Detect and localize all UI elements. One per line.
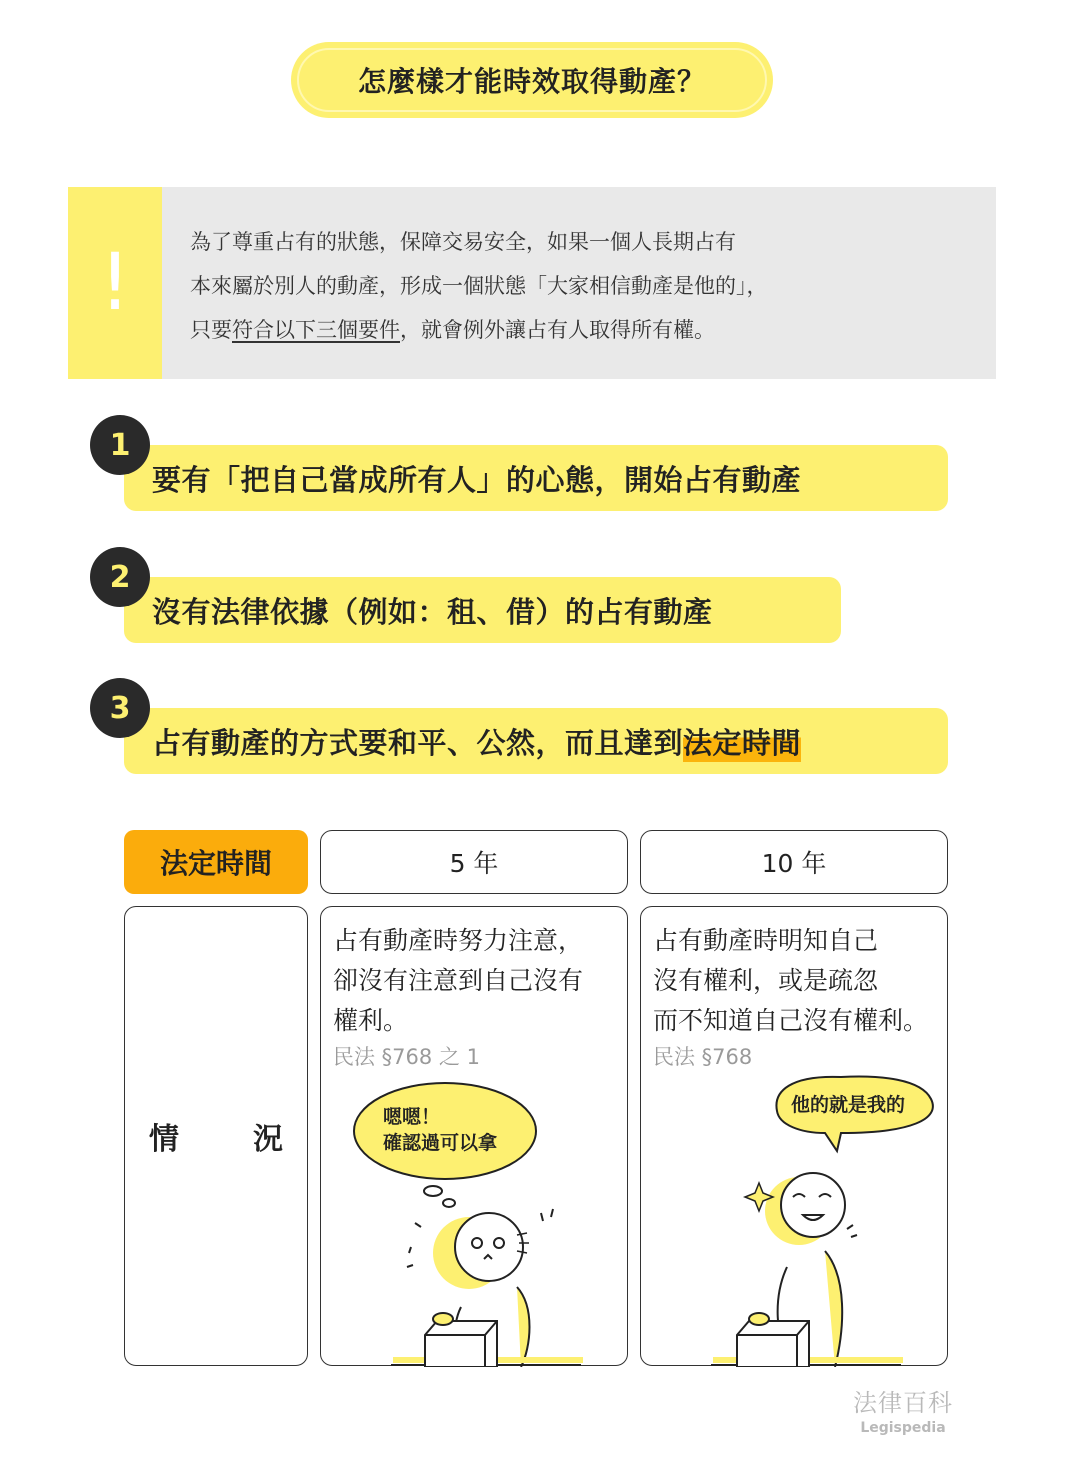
table-header-10-years: 10 年 [640, 830, 948, 894]
notice-line-2: 本來屬於別人的動產，形成一個狀態「大家相信動產是他的」， [190, 274, 768, 298]
table-header-5-years: 5 年 [320, 830, 628, 894]
brand-zh: 法律百科 [853, 1389, 953, 1417]
exclamation-icon: ! [99, 238, 131, 328]
table-header-label: 法定時間 [124, 830, 308, 894]
requirement-number-2: 2 [90, 547, 150, 607]
law-citation-768: 民法 §768 [653, 1045, 753, 1069]
requirement-number-1: 1 [90, 415, 150, 475]
requirement-3-text-pre: 占有動產的方式要和平、公然，而且達到 [152, 725, 684, 760]
requirement-2-text: 沒有法律依據（例如：租、借）的占有動產 [152, 594, 713, 629]
law-citation-768-1: 民法 §768 之 1 [333, 1045, 480, 1069]
notice-line-1: 為了尊重占有的狀態，保障交易安全，如果一個人長期占有 [190, 230, 736, 254]
requirement-number-3: 3 [90, 678, 150, 738]
notice-line-3 [190, 308, 768, 352]
bad-faith-person-illustration [641, 1067, 947, 1367]
case-5-line-2: 卻沒有注意到自己沒有 [333, 966, 584, 995]
careful-person-illustration [321, 1067, 627, 1367]
speech-bubble-text: 他的就是我的 [791, 1094, 906, 1116]
case-text-5-years [333, 921, 583, 1041]
case-10-line-2: 沒有權利，或是疏忽 [653, 966, 879, 995]
requirement-3-text [152, 708, 801, 774]
situation-label [125, 907, 307, 1365]
brand-en: Legispedia [860, 1420, 946, 1436]
notice-line-3-pre: 只要 [190, 318, 232, 342]
requirement-2 [124, 577, 841, 643]
requirement-1 [124, 445, 948, 511]
case-text-10-years [653, 921, 928, 1041]
bubble-line-2: 確認過可以拿 [383, 1132, 498, 1154]
notice-underline: 符合以下三個要件 [232, 318, 400, 342]
case-10-line-1: 占有動產時明知自己 [653, 926, 879, 955]
case-5-line-3: 權利。 [333, 1006, 409, 1035]
notice-text [190, 220, 768, 352]
case-5-line-1: 占有動產時努力注意， [333, 926, 584, 955]
requirement-3 [124, 708, 948, 774]
page-title: 怎麼樣才能時效取得動產？ [297, 48, 767, 112]
case-10-line-3: 而不知道自己沒有權利。 [653, 1006, 929, 1035]
table-row-label [124, 906, 308, 1366]
situation-label-char-2: 況 [253, 1122, 283, 1157]
title-banner [291, 42, 773, 118]
situation-label-char-1: 情 [149, 1122, 179, 1157]
legal-period-highlight: 法定時間 [683, 721, 801, 762]
requirement-1-text: 要有「把自己當成所有人」的心態，開始占有動產 [152, 462, 802, 497]
case-cell-5-years [320, 906, 628, 1366]
notice-box [68, 187, 996, 379]
notice-line-3-post: ，就會例外讓占有人取得所有權。 [400, 318, 715, 342]
case-cell-10-years [640, 906, 948, 1366]
notice-bar [68, 187, 162, 379]
bubble-line-1: 嗯嗯！ [383, 1106, 441, 1128]
brand-logo [853, 1383, 953, 1436]
